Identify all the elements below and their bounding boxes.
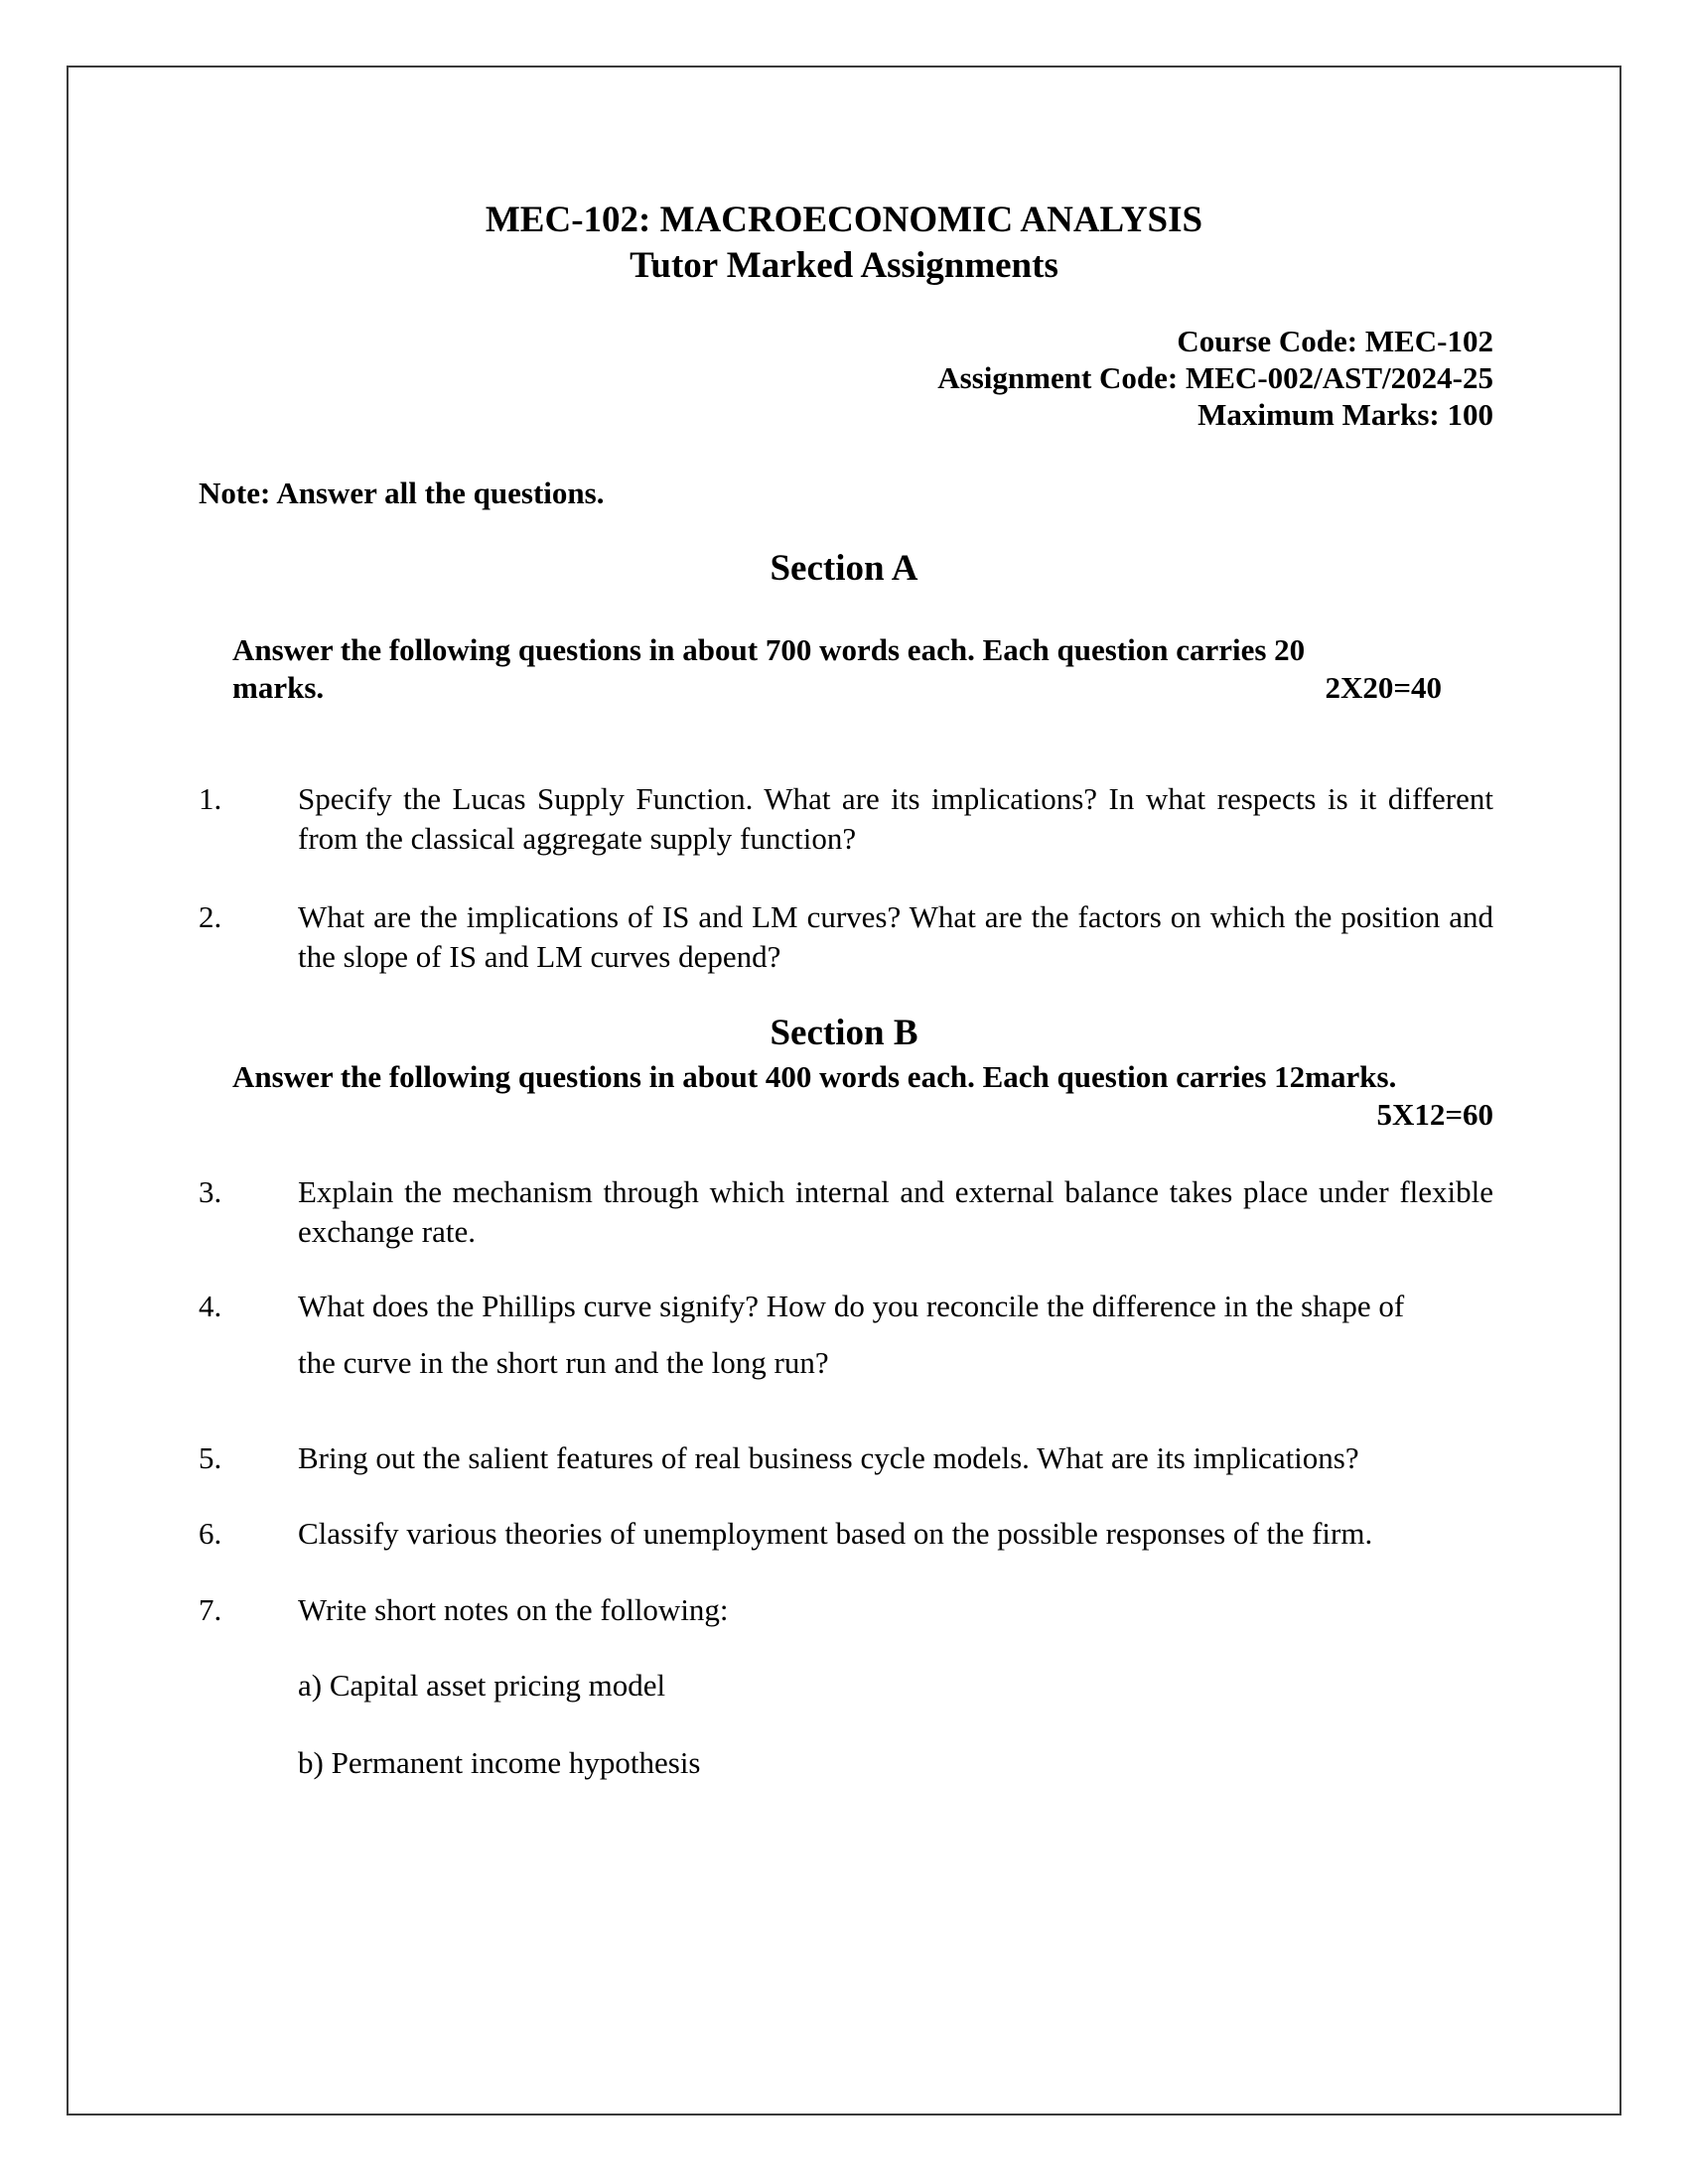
question-text: What are the implications of IS and LM curves? What are the factors on which the position and the slope of IS and LM curves depend? — [298, 899, 1493, 974]
sub-item: a) Capital asset pricing model — [298, 1668, 666, 1703]
question-number: 3. — [199, 1174, 222, 1209]
question-text: Explain the mechanism through which internal and external balance takes place under flexible exchange rate. — [298, 1174, 1493, 1249]
question-text: Write short notes on the following: — [298, 1592, 729, 1627]
section-a-marks: 2X20=40 — [1325, 670, 1442, 705]
question-number: 1. — [199, 781, 222, 816]
section-b-heading: Section B — [770, 1013, 918, 1053]
question-number: 6. — [199, 1516, 222, 1551]
question-number: 2. — [199, 899, 222, 934]
document-subtitle: Tutor Marked Assignments — [630, 245, 1058, 286]
question-number: 7. — [199, 1592, 222, 1627]
sub-item: b) Permanent income hypothesis — [298, 1745, 701, 1780]
document-title: MEC-102: MACROECONOMIC ANALYSIS — [485, 200, 1203, 240]
section-a-instruction-line2: marks. — [232, 670, 325, 705]
question-text-line1: What does the Phillips curve signify? How do you reconcile the difference in the shape of — [298, 1289, 1405, 1323]
question-text-line2: the curve in the short run and the long run? — [298, 1345, 829, 1380]
question-number: 5. — [199, 1440, 222, 1475]
question-text: Classify various theories of unemployment based on the possible responses of the firm. — [298, 1516, 1373, 1551]
note: Note: Answer all the questions. — [199, 476, 605, 510]
assignment-code: Assignment Code: MEC-002/AST/2024-25 — [937, 360, 1493, 395]
section-b-marks: 5X12=60 — [1376, 1097, 1493, 1132]
section-a-instruction-line1: Answer the following questions in about 700 words each. Each question carries 20 — [232, 632, 1306, 667]
question-text: Specify the Lucas Supply Function. What are its implications? In what respects is it different from the classical aggregate supply function? — [298, 781, 1493, 856]
maximum-marks: Maximum Marks: 100 — [1197, 397, 1493, 432]
course-code: Course Code: MEC-102 — [1177, 324, 1493, 358]
question-text: Bring out the salient features of real business cycle models. What are its implications? — [298, 1440, 1359, 1475]
section-a-heading: Section A — [770, 548, 918, 589]
question-number: 4. — [199, 1289, 222, 1323]
section-b-instruction: Answer the following questions in about 400 words each. Each question carries 12marks. — [232, 1059, 1397, 1094]
